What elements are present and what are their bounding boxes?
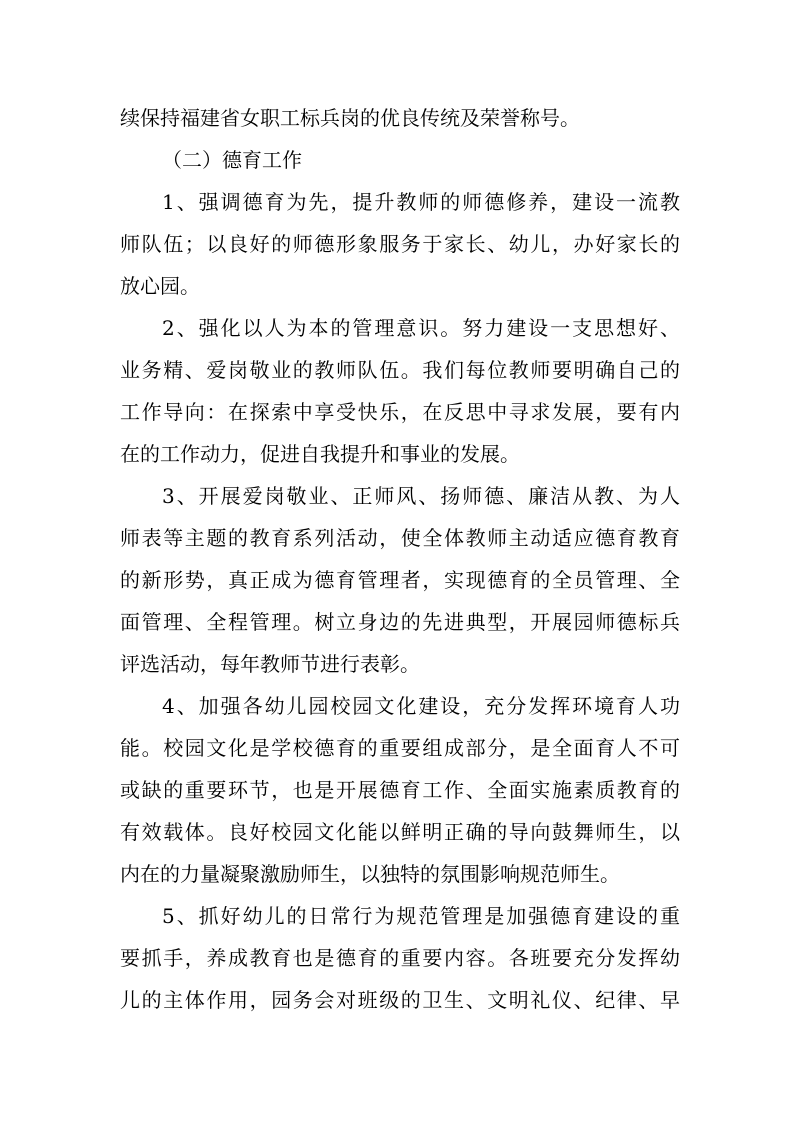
paragraph-line: 要抓手，养成教育也是德育的重要内容。各班要充分发挥幼: [120, 946, 680, 970]
paragraph-line: 工作导向：在探索中享受快乐，在反思中寻求发展，要有内: [120, 400, 680, 424]
paragraph-line: 4、加强各幼儿园校园文化建设，充分发挥环境育人功: [162, 694, 680, 718]
paragraph-line: 或缺的重要环节，也是开展德育工作、全面实施素质教育的: [120, 778, 680, 802]
section-heading: （二）德育工作: [162, 148, 302, 172]
paragraph-line: 的新形势，真正成为德育管理者，实现德育的全员管理、全: [120, 568, 680, 592]
paragraph-line: 2、强化以人为本的管理意识。努力建设一支思想好、: [162, 316, 680, 340]
paragraph-line: 能。校园文化是学校德育的重要组成部分，是全面育人不可: [120, 736, 680, 760]
paragraph-line: 评选活动，每年教师节进行表彰。: [120, 652, 420, 676]
paragraph-line: 师队伍；以良好的师德形象服务于家长、幼儿，办好家长的: [120, 232, 680, 256]
paragraph-line: 业务精、爱岗敬业的教师队伍。我们每位教师要明确自己的: [120, 358, 680, 382]
paragraph-line: 续保持福建省女职工标兵岗的优良传统及荣誉称号。: [120, 106, 580, 130]
paragraph-line: 面管理、全程管理。树立身边的先进典型，开展园师德标兵: [120, 610, 680, 634]
paragraph-line: 有效载体。良好校园文化能以鲜明正确的导向鼓舞师生，以: [120, 820, 680, 844]
paragraph-line: 5、抓好幼儿的日常行为规范管理是加强德育建设的重: [162, 904, 680, 928]
paragraph-line: 放心园。: [120, 274, 200, 298]
paragraph-line: 儿的主体作用，园务会对班级的卫生、文明礼仪、纪律、早: [120, 988, 680, 1012]
paragraph-line: 内在的力量凝聚激励师生，以独特的氛围影响规范师生。: [120, 862, 620, 886]
paragraph-line: 3、开展爱岗敬业、正师风、扬师德、廉洁从教、为人: [162, 484, 680, 508]
paragraph-line: 1、强调德育为先，提升教师的师德修养，建设一流教: [162, 190, 680, 214]
paragraph-line: 师表等主题的教育系列活动，使全体教师主动适应德育教育: [120, 526, 680, 550]
paragraph-line: 在的工作动力，促进自我提升和事业的发展。: [120, 442, 520, 466]
